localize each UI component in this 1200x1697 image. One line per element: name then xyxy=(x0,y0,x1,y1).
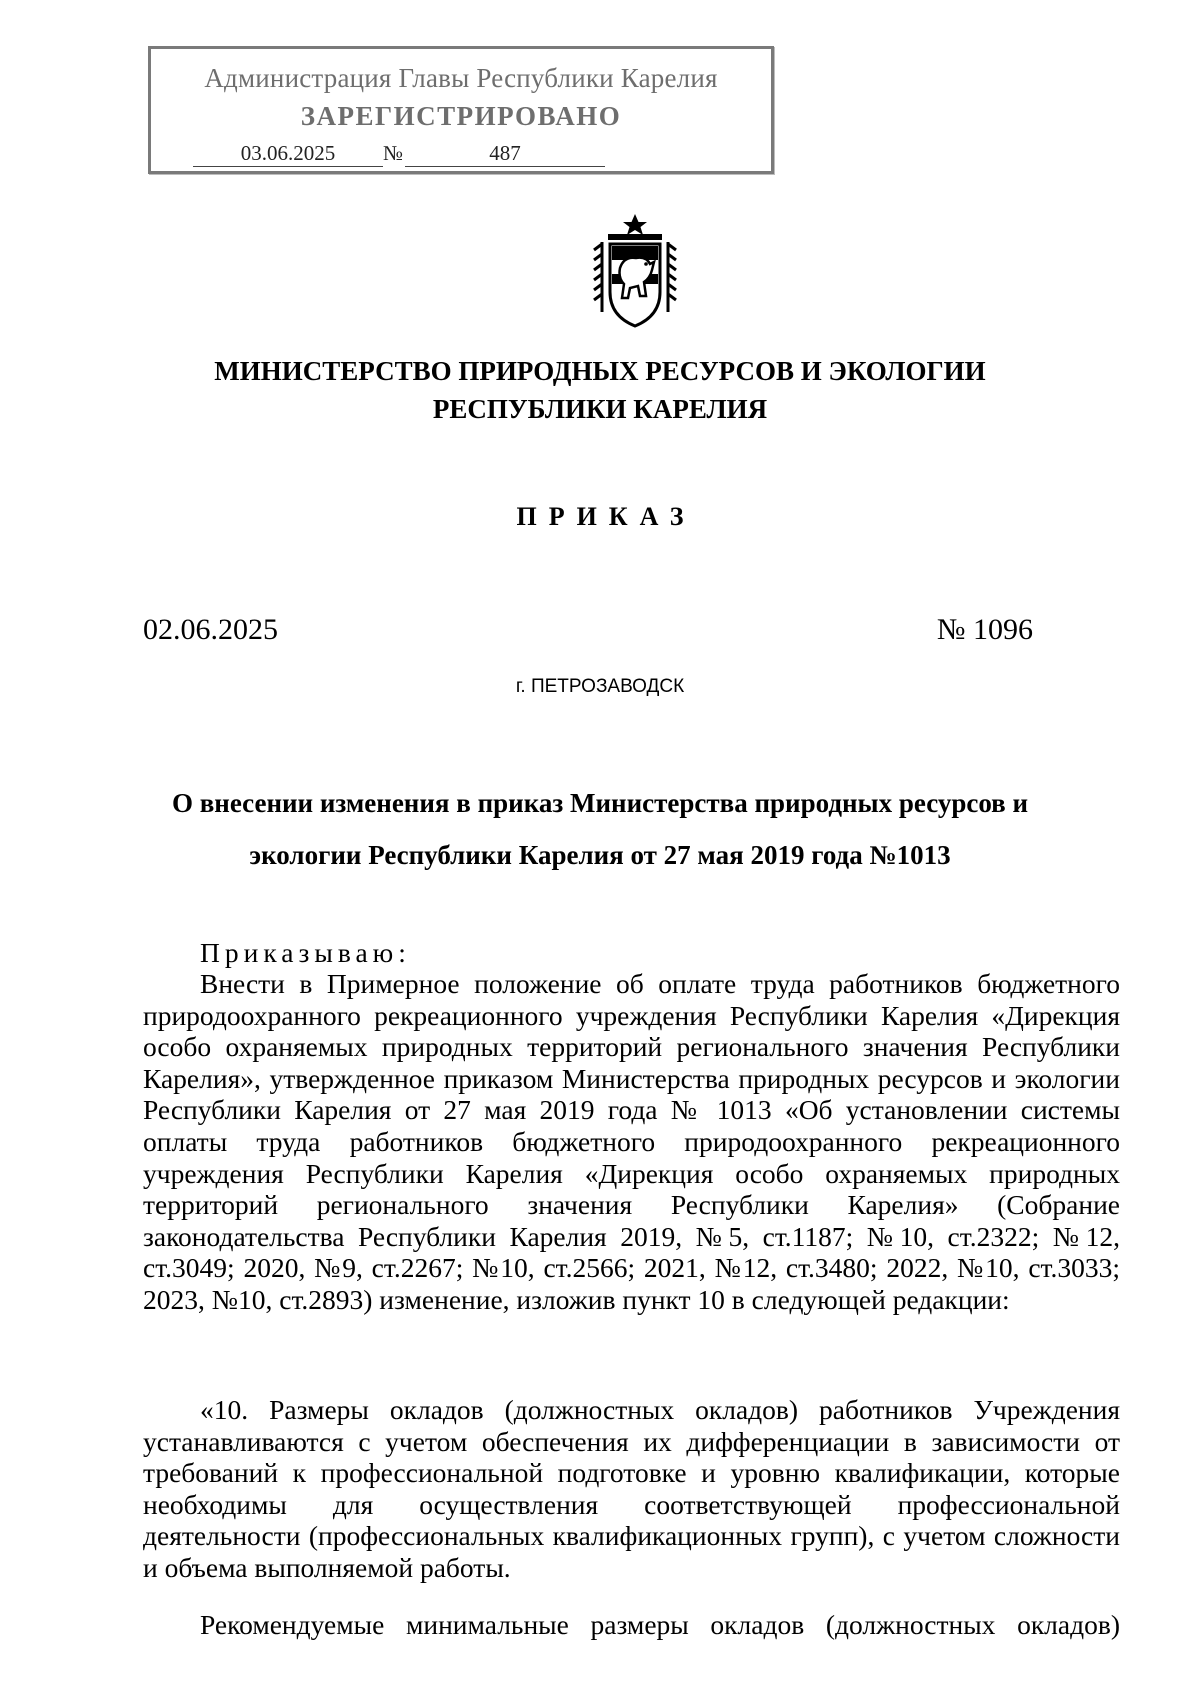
stamp-number: 487 xyxy=(405,141,605,167)
stamp-status: ЗАРЕГИСТРИРОВАНО xyxy=(300,101,622,131)
document-subject-line2: экологии Республики Карелия от 27 мая 2019 года №1013 xyxy=(249,840,951,870)
stamp-registration-line xyxy=(193,141,605,167)
body-paragraph-1: Внести в Примерное положение об оплате труда работников бюджетного природоохранного рекреационного учреждения Республики Карелия «Дирекция особо охраняемых природных территорий регионального значения Республики Карелия», утвержденное приказом Министерства природных ресурсов и экологии Республики Карелия от 27 мая 2019 года № 1013 «Об установлении системы оплаты труда работников бюджетного природоохранного рекреационного учреждения Республики Карелия «Дирекция особо охраняемых природных территорий регионального значения Республики Карелия» (Собрание законодательства Республики Карелия 2019, №5, ст.1187; №10, ст.2322; №12, ст.3049; 2020, №9, ст.2267; №10, ст.2566; 2021, №12, ст.3480; 2022, №10, ст.3033; 2023, №10, ст.2893) изменение, изложив пункт 10 в следующей редакции: xyxy=(143,968,1120,1315)
order-word: Приказываю: xyxy=(200,937,411,968)
stamp-date: 03.06.2025 xyxy=(193,141,383,167)
body-paragraph-3: Рекомендуемые минимальные размеры окладов (должностных окладов) xyxy=(200,1609,1120,1640)
document-city: г. ПЕТРОЗАВОДСК xyxy=(515,676,685,697)
document-date: 02.06.2025 xyxy=(143,613,278,646)
ministry-title-line1: МИНИСТЕРСТВО ПРИРОДНЫХ РЕСУРСОВ И ЭКОЛОГИИ xyxy=(214,356,986,386)
document-type: ПРИКАЗ xyxy=(516,502,696,531)
document-number: № 1096 xyxy=(936,613,1033,646)
registration-stamp xyxy=(148,46,774,174)
ministry-title xyxy=(0,352,1200,428)
body-paragraph-2: «10. Размеры окладов (должностных окладов) работников Учреждения устанавливаются с учетом обеспечения их дифференциации в зависимости от требований к профессиональной подготовке и уровню квалификации, которые необходимы для осуществления соответствующей профессиональной деятельности (профессиональных квалификационных групп), с учетом сложности и объема выполняемой работы. xyxy=(143,1394,1120,1583)
karelia-coat-of-arms-icon xyxy=(590,212,680,330)
document-subject xyxy=(140,777,1060,881)
document-subject-line1: О внесении изменения в приказ Министерства природных ресурсов и xyxy=(171,788,1029,818)
stamp-organization: Администрация Главы Республики Карелия xyxy=(204,63,718,93)
ministry-title-line2: РЕСПУБЛИКИ КАРЕЛИЯ xyxy=(432,394,768,424)
stamp-number-sign: № xyxy=(383,141,404,165)
